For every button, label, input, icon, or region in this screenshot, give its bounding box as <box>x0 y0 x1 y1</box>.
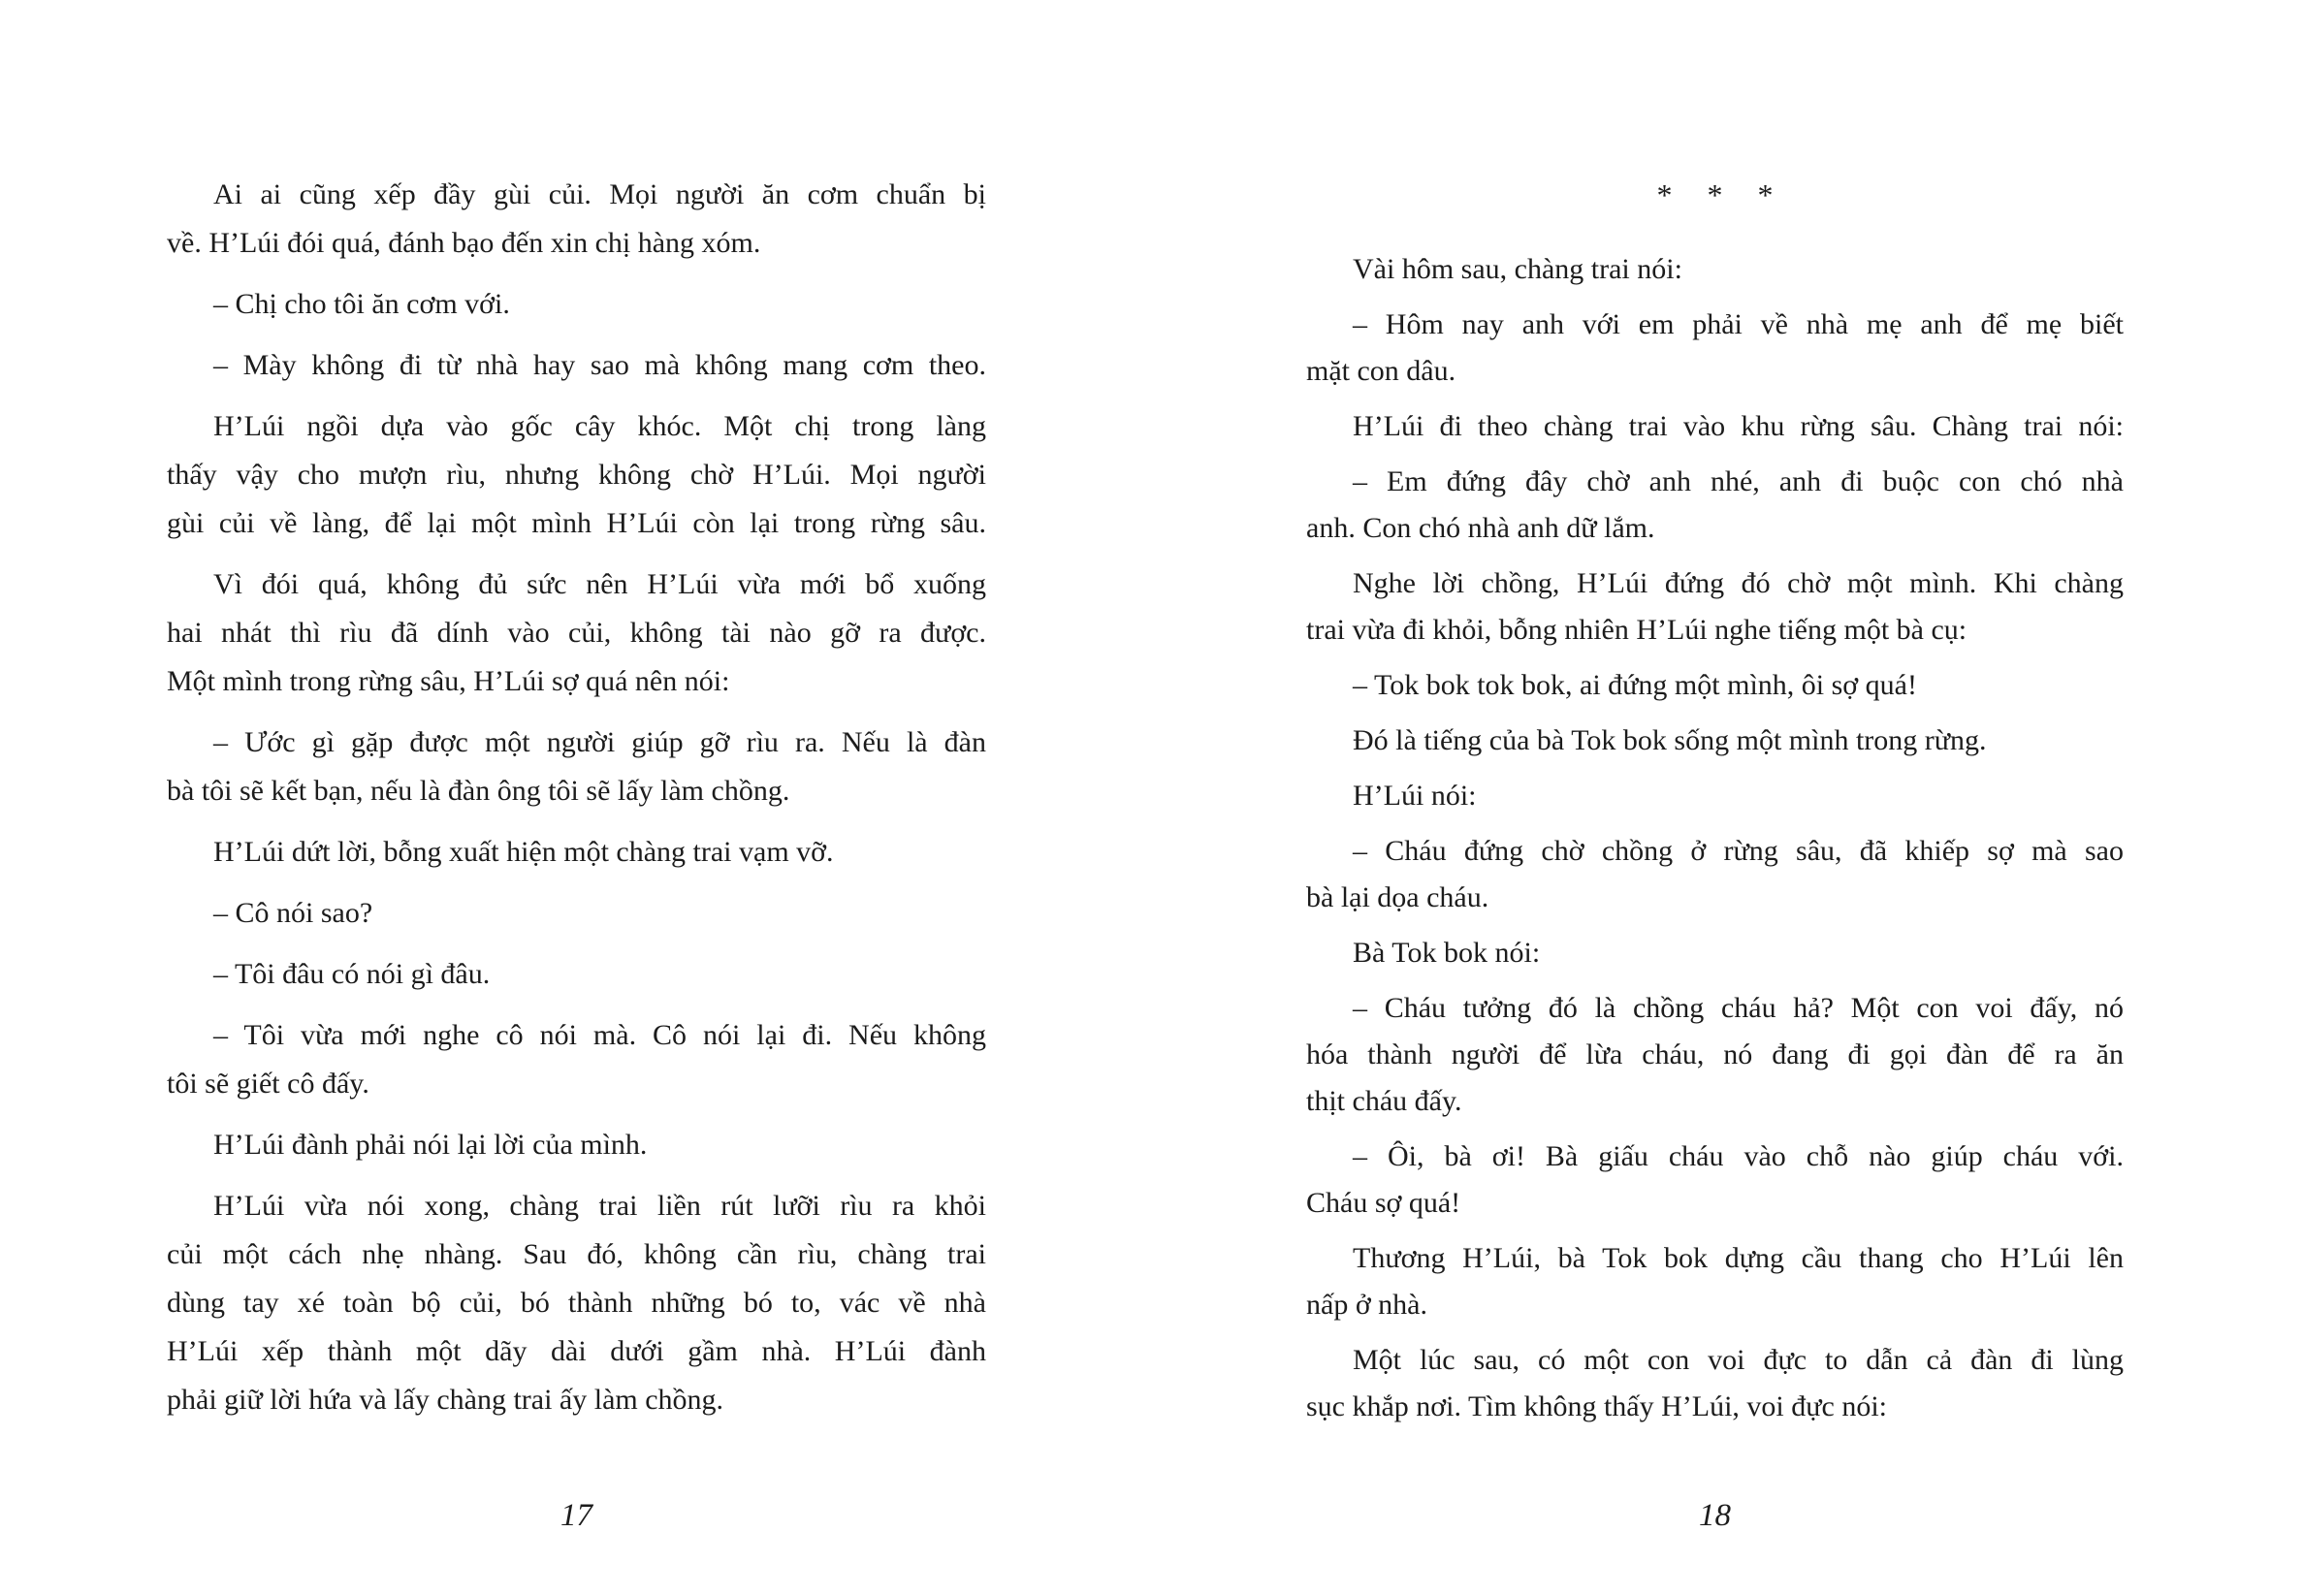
left-page-text-column <box>167 171 986 1437</box>
paragraph <box>167 1121 986 1169</box>
paragraph <box>1306 930 2124 976</box>
paragraph <box>167 718 986 815</box>
paragraph <box>1306 828 2124 921</box>
section-separator: * * * <box>1656 177 1774 212</box>
text-line: hai nhát thì rìu đã dính vào củi, không tài nào gỡ ra được. <box>167 617 986 649</box>
text-line: – Cháu đứng chờ chồng ở rừng sâu, đã khiếp sợ mà sao <box>1353 835 2124 867</box>
text-line: Bà Tok bok nói: <box>1353 937 1541 969</box>
paragraph <box>1306 1337 2124 1430</box>
text-line: H’Lúi ngồi dựa vào gốc cây khóc. Một chị trong làng <box>213 410 986 442</box>
paragraph <box>1306 560 2124 654</box>
text-line: dùng tay xé toàn bộ củi, bó thành những bó to, vác về nhà <box>167 1287 986 1319</box>
text-line: – Hôm nay anh với em phải về nhà mẹ anh để mẹ biết <box>1353 308 2124 340</box>
paragraph <box>167 341 986 390</box>
paragraph <box>167 1182 986 1424</box>
text-line: bà tôi sẽ kết bạn, nếu là đàn ông tôi sẽ lấy làm chồng. <box>167 775 790 807</box>
paragraph <box>167 828 986 877</box>
text-line: trai vừa đi khỏi, bỗng nhiên H’Lúi nghe tiếng một bà cụ: <box>1306 614 1967 646</box>
text-line: phải giữ lời hứa và lấy chàng trai ấy làm chồng. <box>167 1384 724 1416</box>
text-line: H’Lúi đành phải nói lại lời của mình. <box>213 1129 648 1161</box>
text-line: Vài hôm sau, chàng trai nói: <box>1353 253 1682 285</box>
text-line: – Tôi đâu có nói gì đâu. <box>213 958 491 990</box>
paragraph <box>167 950 986 999</box>
paragraph <box>167 280 986 329</box>
text-line: Nghe lời chồng, H’Lúi đứng đó chờ một mình. Khi chàng <box>1353 567 2124 599</box>
text-line: Ai ai cũng xếp đầy gùi củi. Mọi người ăn cơm chuẩn bị <box>213 178 986 210</box>
paragraph <box>1306 459 2124 552</box>
text-line: anh. Con chó nhà anh dữ lắm. <box>1306 512 1655 544</box>
paragraph <box>1306 246 2124 293</box>
text-line: – Cô nói sao? <box>213 897 373 929</box>
text-line: H’Lúi đi theo chàng trai vào khu rừng sâu. Chàng trai nói: <box>1353 410 2124 442</box>
page-number: 17 <box>560 1498 592 1533</box>
page-number: 18 <box>1699 1498 1731 1533</box>
paragraph <box>167 1011 986 1108</box>
paragraph <box>1306 403 2124 450</box>
text-line: H’Lúi vừa nói xong, chàng trai liền rút lưỡi rìu ra khỏi <box>213 1190 986 1222</box>
text-line: củi một cách nhẹ nhàng. Sau đó, không cần rìu, chàng trai <box>167 1238 986 1270</box>
text-line: – Tok bok tok bok, ai đứng một mình, ôi sợ quá! <box>1353 669 1917 701</box>
text-line: về. H’Lúi đói quá, đánh bạo đến xin chị hàng xóm. <box>167 227 761 259</box>
paragraph <box>1306 1235 2124 1328</box>
text-line: Một mình trong rừng sâu, H’Lúi sợ quá nên nói: <box>167 665 730 697</box>
paragraph <box>167 889 986 938</box>
text-line: – Mày không đi từ nhà hay sao mà không mang cơm theo. <box>213 349 986 381</box>
text-line: – Ước gì gặp được một người giúp gỡ rìu ra. Nếu là đàn <box>213 726 986 758</box>
paragraph <box>167 560 986 706</box>
text-line: Vì đói quá, không đủ sức nên H’Lúi vừa mới bổ xuống <box>213 568 986 600</box>
text-line: – Cháu tưởng đó là chồng cháu hả? Một con voi đấy, nó <box>1353 992 2124 1024</box>
paragraph <box>1306 302 2124 395</box>
paragraph <box>1306 773 2124 819</box>
paragraph <box>1306 718 2124 764</box>
paragraph <box>167 402 986 548</box>
text-line: thịt cháu đấy. <box>1306 1085 1462 1117</box>
text-line: bà lại dọa cháu. <box>1306 881 1489 913</box>
paragraph <box>167 171 986 268</box>
text-line: Thương H’Lúi, bà Tok bok dựng cầu thang cho H’Lúi lên <box>1353 1242 2124 1274</box>
text-line: Cháu sợ quá! <box>1306 1187 1461 1219</box>
text-line: Một lúc sau, có một con voi đực to dẫn cả đàn đi lùng <box>1353 1344 2124 1376</box>
text-line: tôi sẽ giết cô đấy. <box>167 1068 369 1100</box>
text-line: hóa thành người để lừa cháu, nó đang đi gọi đàn để ra ăn <box>1306 1038 2124 1070</box>
text-line: – Chị cho tôi ăn cơm với. <box>213 288 510 320</box>
text-line: gùi củi về làng, để lại một mình H’Lúi còn lại trong rừng sâu. <box>167 507 986 539</box>
text-line: H’Lúi dứt lời, bỗng xuất hiện một chàng trai vạm vỡ. <box>213 836 834 868</box>
text-line: – Em đứng đây chờ anh nhé, anh đi buộc con chó nhà <box>1353 465 2124 497</box>
text-line: Đó là tiếng của bà Tok bok sống một mình trong rừng. <box>1353 724 1987 756</box>
paragraph <box>1306 985 2124 1125</box>
text-line: thấy vậy cho mượn rìu, nhưng không chờ H’Lúi. Mọi người <box>167 459 986 491</box>
text-line: – Tôi vừa mới nghe cô nói mà. Cô nói lại đi. Nếu không <box>213 1019 986 1051</box>
text-line: sục khắp nơi. Tìm không thấy H’Lúi, voi đực nói: <box>1306 1390 1888 1422</box>
text-line: H’Lúi nói: <box>1353 780 1477 812</box>
text-line: H’Lúi xếp thành một dãy dài dưới gầm nhà. H’Lúi đành <box>167 1335 986 1367</box>
right-page-text-column <box>1306 171 2124 1439</box>
paragraph <box>1306 1133 2124 1227</box>
paragraph <box>1306 662 2124 709</box>
text-line: nấp ở nhà. <box>1306 1289 1427 1321</box>
text-line: mặt con dâu. <box>1306 355 1456 387</box>
text-line: – Ôi, bà ơi! Bà giấu cháu vào chỗ nào giúp cháu với. <box>1353 1140 2124 1172</box>
